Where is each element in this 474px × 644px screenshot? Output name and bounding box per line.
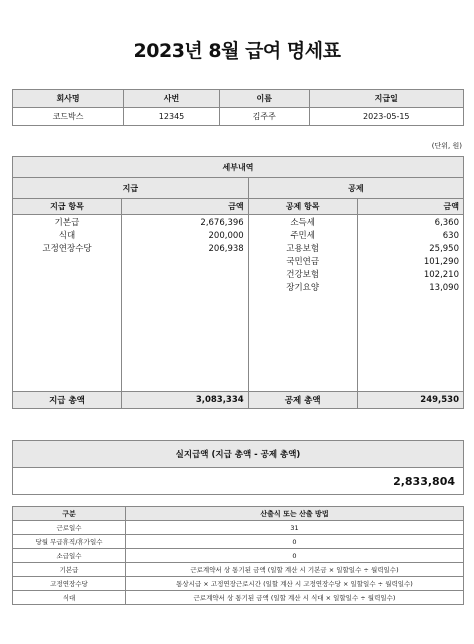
table-row bbox=[13, 521, 464, 535]
net-pay-value: 2,833,804 bbox=[13, 468, 464, 495]
deduct-item-amount: 102,210 bbox=[423, 270, 459, 280]
pay-item-name: 기본급 bbox=[54, 218, 80, 228]
info-table bbox=[12, 89, 464, 126]
net-pay-table bbox=[12, 440, 464, 495]
deduct-item-amount: 6,360 bbox=[434, 218, 459, 228]
deduct-item-name: 고용보험 bbox=[286, 244, 320, 254]
company-header: 회사명 bbox=[13, 90, 124, 108]
deduct-total-value: 249,530 bbox=[357, 392, 463, 409]
table-row bbox=[13, 591, 464, 605]
calc-value: 통상시급 × 고정연장근로시간 (일할 계산 시 고정연장수당 × 일할일수 ÷ 월력일수) bbox=[126, 577, 464, 591]
table-row bbox=[13, 563, 464, 577]
pay-date-value: 2023-05-15 bbox=[309, 108, 463, 126]
deduct-item-name: 국민연금 bbox=[286, 257, 320, 267]
name-header: 이름 bbox=[219, 90, 309, 108]
deduct-item-amount: 13,090 bbox=[429, 283, 459, 293]
deduct-item-name: 건강보험 bbox=[286, 270, 320, 280]
calc-label: 기본급 bbox=[13, 563, 126, 577]
pay-total-label: 지급 총액 bbox=[13, 392, 122, 409]
pay-item-col: 지급 항목 bbox=[13, 199, 122, 215]
name-value: 김주주 bbox=[219, 108, 309, 126]
calc-category-header: 구분 bbox=[13, 507, 126, 521]
employee-id-value: 12345 bbox=[124, 108, 220, 126]
calc-value: 31 bbox=[126, 521, 464, 535]
pay-date-header: 지급일 bbox=[309, 90, 463, 108]
pay-amount-col: 금액 bbox=[122, 199, 249, 215]
pay-header: 지급 bbox=[13, 178, 249, 199]
calc-label: 식대 bbox=[13, 591, 126, 605]
detail-section-title: 세부내역 bbox=[13, 157, 464, 178]
company-value: 코드박스 bbox=[13, 108, 124, 126]
deduct-amount-col: 금액 bbox=[357, 199, 463, 215]
deduct-total-label: 공제 총액 bbox=[248, 392, 357, 409]
table-row bbox=[13, 577, 464, 591]
table-row bbox=[13, 549, 464, 563]
pay-item-amount: 2,676,396 bbox=[200, 218, 244, 228]
deduct-item-amounts bbox=[357, 215, 463, 392]
pay-item-names bbox=[13, 215, 122, 392]
deduct-item-col: 공제 항목 bbox=[248, 199, 357, 215]
calc-method-header: 산출식 또는 산출 방법 bbox=[126, 507, 464, 521]
calc-label: 소급일수 bbox=[13, 549, 126, 563]
calc-value: 0 bbox=[126, 549, 464, 563]
detail-table bbox=[12, 156, 464, 409]
pay-item-name: 식대 bbox=[58, 231, 76, 241]
pay-item-amount: 200,000 bbox=[208, 231, 244, 241]
deduct-item-amount: 101,290 bbox=[423, 257, 459, 267]
pay-total-value: 3,083,334 bbox=[122, 392, 249, 409]
net-pay-label: 실지급액 (지급 총액 - 공제 총액) bbox=[13, 441, 464, 468]
pay-item-name: 고정연장수당 bbox=[42, 244, 92, 254]
calc-value: 근로계약서 상 통기된 금액 (일할 계산 시 식대 × 일할일수 ÷ 월력일수) bbox=[126, 591, 464, 605]
calc-value: 0 bbox=[126, 535, 464, 549]
deduct-item-name: 소득세 bbox=[290, 218, 315, 228]
table-row bbox=[13, 535, 464, 549]
calc-label: 당월 무급휴직/휴가일수 bbox=[13, 535, 126, 549]
deduct-item-names bbox=[248, 215, 357, 392]
employee-id-header: 사번 bbox=[124, 90, 220, 108]
deduct-header: 공제 bbox=[248, 178, 463, 199]
page-title: 2023년 8월 급여 명세표 bbox=[133, 40, 341, 62]
unit-note: (단위, 원) bbox=[431, 142, 462, 150]
calculation-table bbox=[12, 506, 464, 605]
pay-item-amounts bbox=[122, 215, 249, 392]
calc-label: 고정연장수당 bbox=[13, 577, 126, 591]
deduct-item-amount: 25,950 bbox=[429, 244, 459, 254]
deduct-item-name: 장기요양 bbox=[286, 283, 320, 293]
calc-value: 근로계약서 상 통기된 금액 (일할 계산 시 기본금 × 일할일수 ÷ 월력일수) bbox=[126, 563, 464, 577]
deduct-item-amount: 630 bbox=[442, 231, 459, 241]
deduct-item-name: 주민세 bbox=[290, 231, 315, 241]
pay-item-amount: 206,938 bbox=[208, 244, 244, 254]
calc-label: 근로일수 bbox=[13, 521, 126, 535]
